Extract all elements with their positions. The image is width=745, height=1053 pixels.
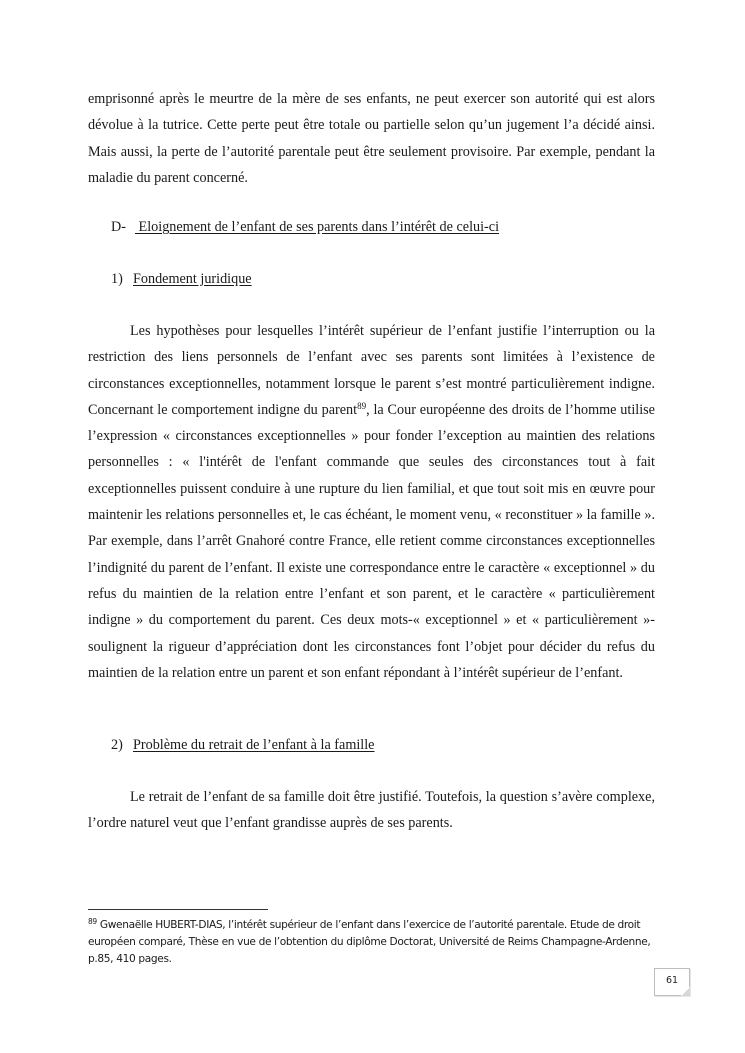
section-heading-d	[111, 217, 499, 237]
footnote-text: Gwenaëlle HUBERT-DIAS, l’intérêt supérieur de l’enfant dans l’exercice de l’autorité parentale. Etude de droit européen comparé, Thèse en vue de l’obtention du diplôme Doctorat, Université de Reims Champagne-Ardenne, p.85, 410 pages.	[88, 919, 651, 965]
subsection-marker: 1)	[111, 271, 123, 287]
paragraph-legal-basis	[88, 318, 655, 686]
paragraph-text-part: , la Cour européenne des droits de l’homme utilise l’expression « circonstances exceptionnelles » pour fonder l’exception au maintien des relations personnelles : « l'intérêt de l'enfant commande que seules des circonstances tout à fait exceptionnelles puissent conduire à une rupture du lien familial, et que tout soit mis en œuvre pour maintenir les relations personnelles et, le cas échéant, le moment venu, « reconstituer » la famille ». Par exemple, dans l’arrêt Gnahoré contre France, elle retient comme circonstances exceptionnelles l’indignité du parent de l’enfant. Il existe une correspondance entre le caractère « exceptionnel » du refus du maintien de la relation entre l’enfant et son parent, et le caractère « particulièrement indigne » du comportement du parent. Ces deux mots-« exceptionnel » et « particulièrement »- soulignent la rigueur d’appréciation dont les circonstances font l’objet pour décider du refus du maintien de la relation entre un parent et son enfant répondant à l’intérêt supérieur de l’enfant.	[88, 401, 655, 681]
footnote-number: 89	[88, 917, 97, 926]
page-number: 61	[654, 968, 690, 996]
paragraph-withdrawal: Le retrait de l’enfant de sa famille doit être justifié. Toutefois, la question s’avère complexe, l’ordre naturel veut que l’enfant grandisse auprès de ses parents.	[88, 789, 655, 832]
subsection-heading-2	[111, 735, 374, 755]
subsection-marker: 2)	[111, 737, 123, 753]
subsection-title: Fondement juridique	[133, 271, 252, 287]
paragraph-continuation: emprisonné après le meurtre de la mère de ses enfants, ne peut exercer son autorité qui est alors dévolue à la tutrice. Cette perte peut être totale ou partielle selon qu’un jugement l’a décidé ainsi. Mais aussi, la perte de l’autorité parentale peut être seulement provisoire. Par exemple, pendant la maladie du parent concerné.	[88, 91, 655, 186]
section-title: Eloignement de l’enfant de ses parents dans l’intérêt de celui-ci	[135, 219, 500, 235]
subsection-title: Problème du retrait de l’enfant à la famille	[133, 737, 375, 753]
footnote	[88, 917, 658, 968]
footnote-separator	[88, 909, 268, 910]
footnote-reference[interactable]: 89	[357, 400, 367, 411]
section-marker: D-	[111, 219, 126, 235]
subsection-heading-1	[111, 269, 252, 289]
paragraph-text-part: Les hypothèses pour lesquelles l’intérêt supérieur de l’enfant justifie l’interruption ou la restriction des liens personnels de l’enfant avec ses parents sont limitées à l’existence de circonstances exceptionnelles, notamment lorsque le parent s’est montré particulièrement indigne. Concernant le comportement indigne du parent	[88, 323, 655, 418]
